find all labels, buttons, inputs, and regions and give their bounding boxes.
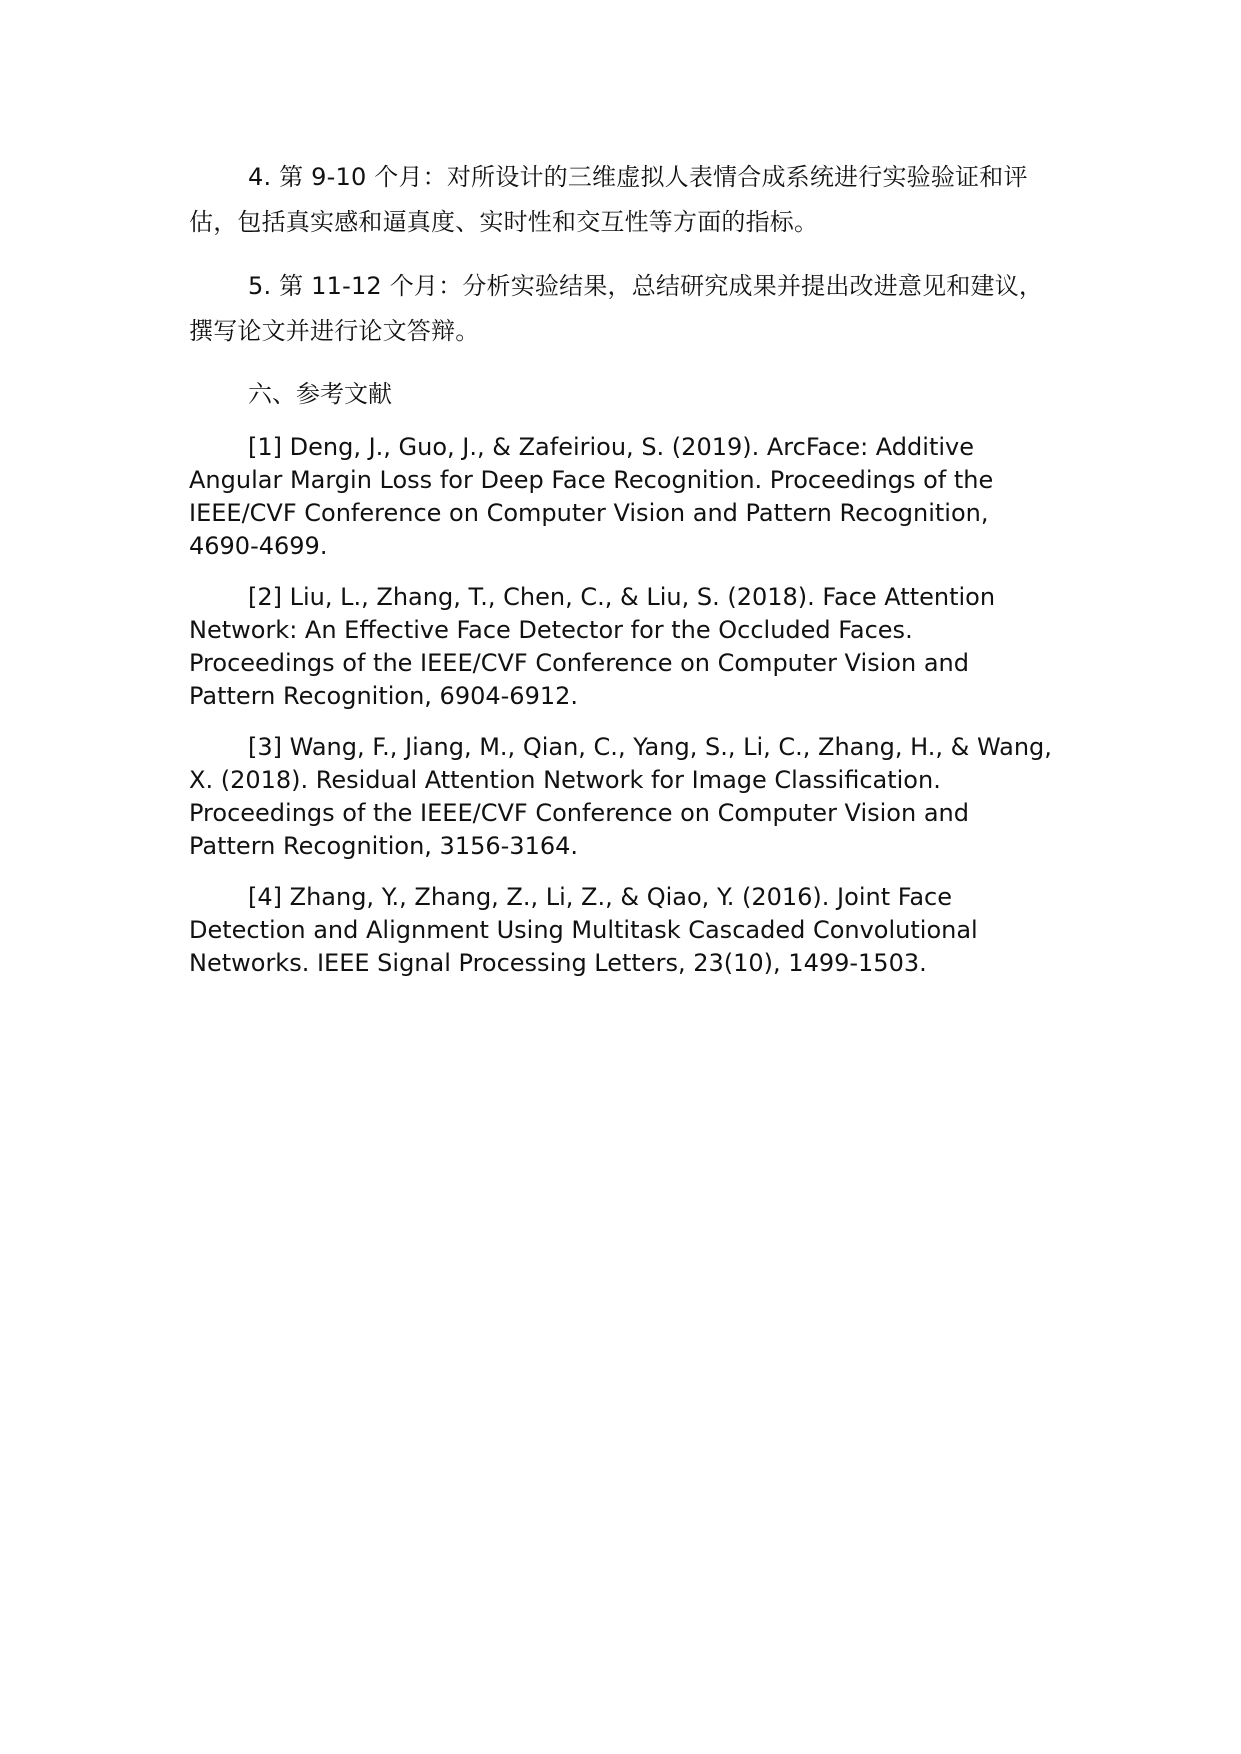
- plan-item-5: 5. 第 11-12 个月：分析实验结果，总结研究成果并提出改进意见和建议，撰写论文并进行论文答辩。: [189, 272, 1044, 345]
- page-content: [189, 155, 1059, 980]
- reference-item-2: [2] Liu, L., Zhang, T., Chen, C., & Liu, S. (2018). Face Attention Network: An Effective Face Detector for the Occluded Faces. Proceedings of the IEEE/CVF Conference on Computer Vision and Pattern Recognition, 6904-6912.: [189, 583, 996, 710]
- references-heading: 六、参考文献: [248, 380, 392, 408]
- reference-item-1: [1] Deng, J., Guo, J., & Zafeiriou, S. (2019). ArcFace: Additive Angular Margin Loss for Deep Face Recognition. Proceedings of the IEEE/CVF Conference on Computer Vision and Pattern Recognition, 4690-4699.: [189, 433, 994, 560]
- plan-item-4: 4. 第 9-10 个月：对所设计的三维虚拟人表情合成系统进行实验验证和评估，包括真实感和逼真度、实时性和交互性等方面的指标。: [189, 163, 1028, 236]
- reference-item-4: [4] Zhang, Y., Zhang, Z., Li, Z., & Qiao, Y. (2016). Joint Face Detection and Alignment Using Multitask Cascaded Convolutional Networks. IEEE Signal Processing Letters, 23(10), 1499-1503.: [189, 883, 978, 977]
- reference-list: [189, 431, 1059, 980]
- reference-item-3: [3] Wang, F., Jiang, M., Qian, C., Yang, S., Li, C., Zhang, H., & Wang, X. (2018). Residual Attention Network for Image Classification. Proceedings of the IEEE/CVF Conference on Computer Vision and Pattern Recognition, 3156-3164.: [189, 733, 1052, 860]
